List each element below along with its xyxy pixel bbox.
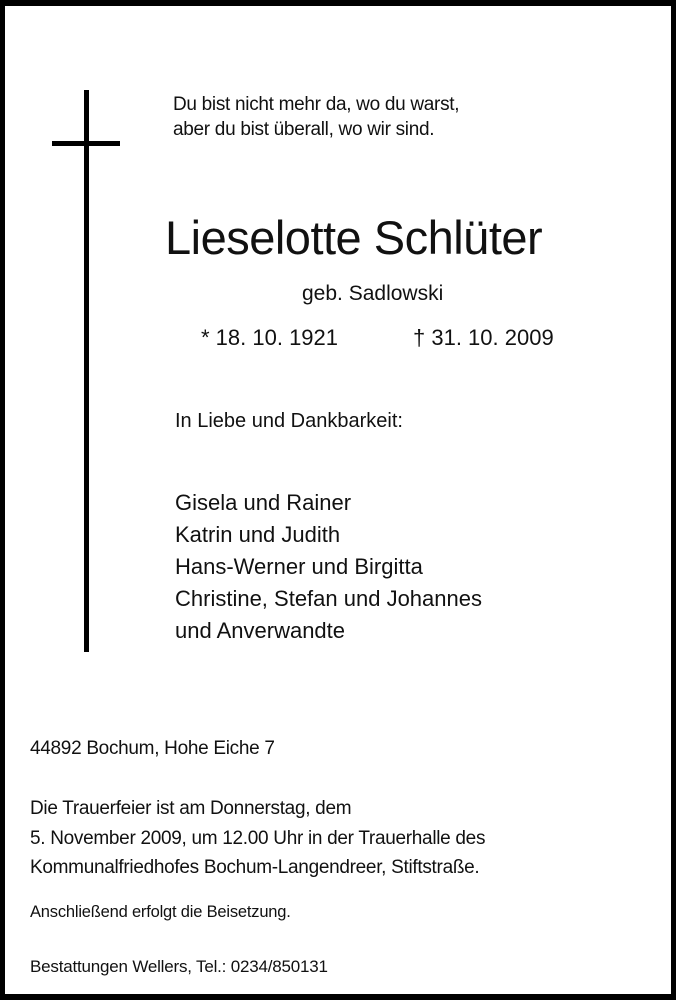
- motto-line: aber du bist überall, wo wir sind.: [173, 119, 435, 140]
- birth-date: * 18. 10. 1921: [201, 325, 339, 350]
- mourner: Gisela und Rainer: [175, 490, 352, 515]
- address: 44892 Bochum, Hohe Eiche 7: [30, 738, 275, 759]
- ceremony-line: Kommunalfriedhofes Bochum-Langendreer, Stiftstraße.: [30, 857, 480, 878]
- mourner: Christine, Stefan und Johannes: [175, 586, 482, 611]
- mourner: und Anverwandte: [175, 618, 346, 643]
- thanks-heading: In Liebe und Dankbarkeit:: [175, 410, 403, 432]
- motto-line: Du bist nicht mehr da, wo du warst,: [173, 94, 460, 115]
- mourner: Hans-Werner und Birgitta: [175, 554, 423, 579]
- mourner: Katrin und Judith: [175, 522, 341, 547]
- ceremony-details: [30, 794, 485, 883]
- mourners-list: [175, 487, 482, 647]
- deceased-name: Lieselotte Schlüter: [165, 211, 543, 264]
- burial-note: Anschließend erfolgt die Beisetzung.: [30, 903, 291, 921]
- ceremony-line: Die Trauerfeier ist am Donnerstag, dem: [30, 798, 352, 819]
- obituary-notice: [5, 6, 671, 994]
- death-date: † 31. 10. 2009: [413, 325, 554, 350]
- motto: [173, 92, 459, 142]
- maiden-name: geb. Sadlowski: [302, 282, 444, 305]
- ceremony-line: 5. November 2009, um 12.00 Uhr in der Trauerhalle des: [30, 827, 486, 849]
- cross-icon-vertical-bar: [84, 90, 89, 652]
- cross-icon-horizontal-bar: [52, 141, 120, 146]
- undertaker-contact: Bestattungen Wellers, Tel.: 0234/850131: [30, 957, 328, 976]
